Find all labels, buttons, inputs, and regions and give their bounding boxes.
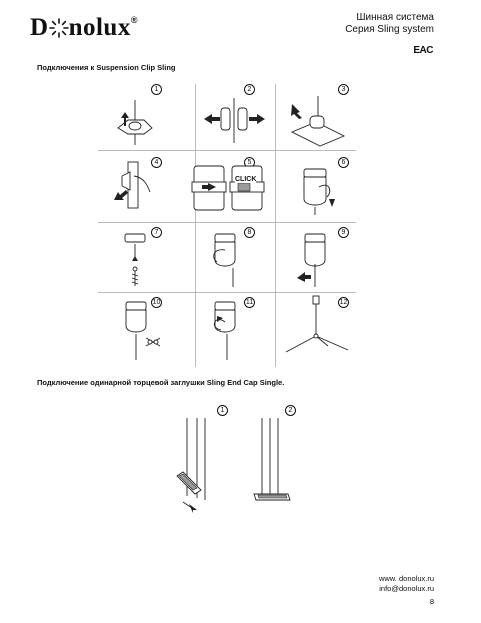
website-link[interactable]: www. donolux.ru bbox=[378, 574, 434, 583]
logo-text: nolux bbox=[68, 14, 131, 41]
section-title-suspension-clip: Подключения к Suspension Clip Sling bbox=[37, 63, 176, 72]
step-number: 5 bbox=[244, 157, 255, 168]
step-number: 6 bbox=[338, 157, 349, 168]
step-4-illustration bbox=[112, 160, 162, 210]
step-1-illustration bbox=[110, 100, 160, 145]
step-5-illustration bbox=[190, 160, 270, 215]
logo-letter-d: D bbox=[30, 14, 49, 41]
grid-divider bbox=[98, 150, 356, 151]
step-9-illustration bbox=[295, 232, 335, 287]
grid-divider bbox=[275, 84, 276, 367]
end-cap-step-1-illustration bbox=[175, 418, 225, 513]
step-8-illustration bbox=[205, 232, 245, 287]
step-number: 11 bbox=[245, 299, 254, 306]
step-2-illustration bbox=[202, 98, 267, 143]
step-12-illustration bbox=[282, 292, 352, 357]
step-11-illustration bbox=[205, 300, 245, 360]
step-number: 3 bbox=[338, 84, 349, 95]
step-6-illustration bbox=[295, 165, 340, 215]
brand-logo bbox=[30, 14, 138, 42]
step-number: 8 bbox=[244, 227, 255, 238]
header-line-2: Серия Sling system bbox=[345, 24, 434, 35]
sun-logo-icon bbox=[49, 18, 69, 38]
eac-certification-mark: EAC bbox=[413, 45, 433, 56]
step-number: 2 bbox=[285, 405, 296, 416]
grid-divider bbox=[195, 84, 196, 367]
section-title-end-cap: Подключение одинарной торцевой заглушки Sling End Cap Single. bbox=[37, 378, 285, 387]
page-number: 8 bbox=[429, 597, 434, 606]
document-header bbox=[345, 12, 434, 36]
step-number: 7 bbox=[151, 227, 162, 238]
grid-divider bbox=[98, 222, 356, 223]
email-link[interactable]: info@donolux.ru bbox=[379, 584, 434, 593]
click-label: CLICK bbox=[235, 176, 257, 183]
step-number: 9 bbox=[338, 227, 349, 238]
contact-footer bbox=[379, 574, 434, 594]
registered-mark: ® bbox=[130, 15, 138, 25]
step-10-illustration bbox=[118, 300, 168, 360]
step-number: 1 bbox=[151, 84, 162, 95]
header-line-1: Шинная система bbox=[356, 12, 434, 23]
step-number: 12 bbox=[339, 299, 348, 306]
step-7-illustration bbox=[120, 232, 150, 290]
step-number: 4 bbox=[151, 157, 162, 168]
step-number: 10 bbox=[152, 299, 161, 306]
step-number: 1 bbox=[217, 405, 228, 416]
step-3-illustration bbox=[286, 96, 351, 146]
step-number: 2 bbox=[244, 84, 255, 95]
end-cap-step-2-illustration bbox=[250, 418, 295, 513]
